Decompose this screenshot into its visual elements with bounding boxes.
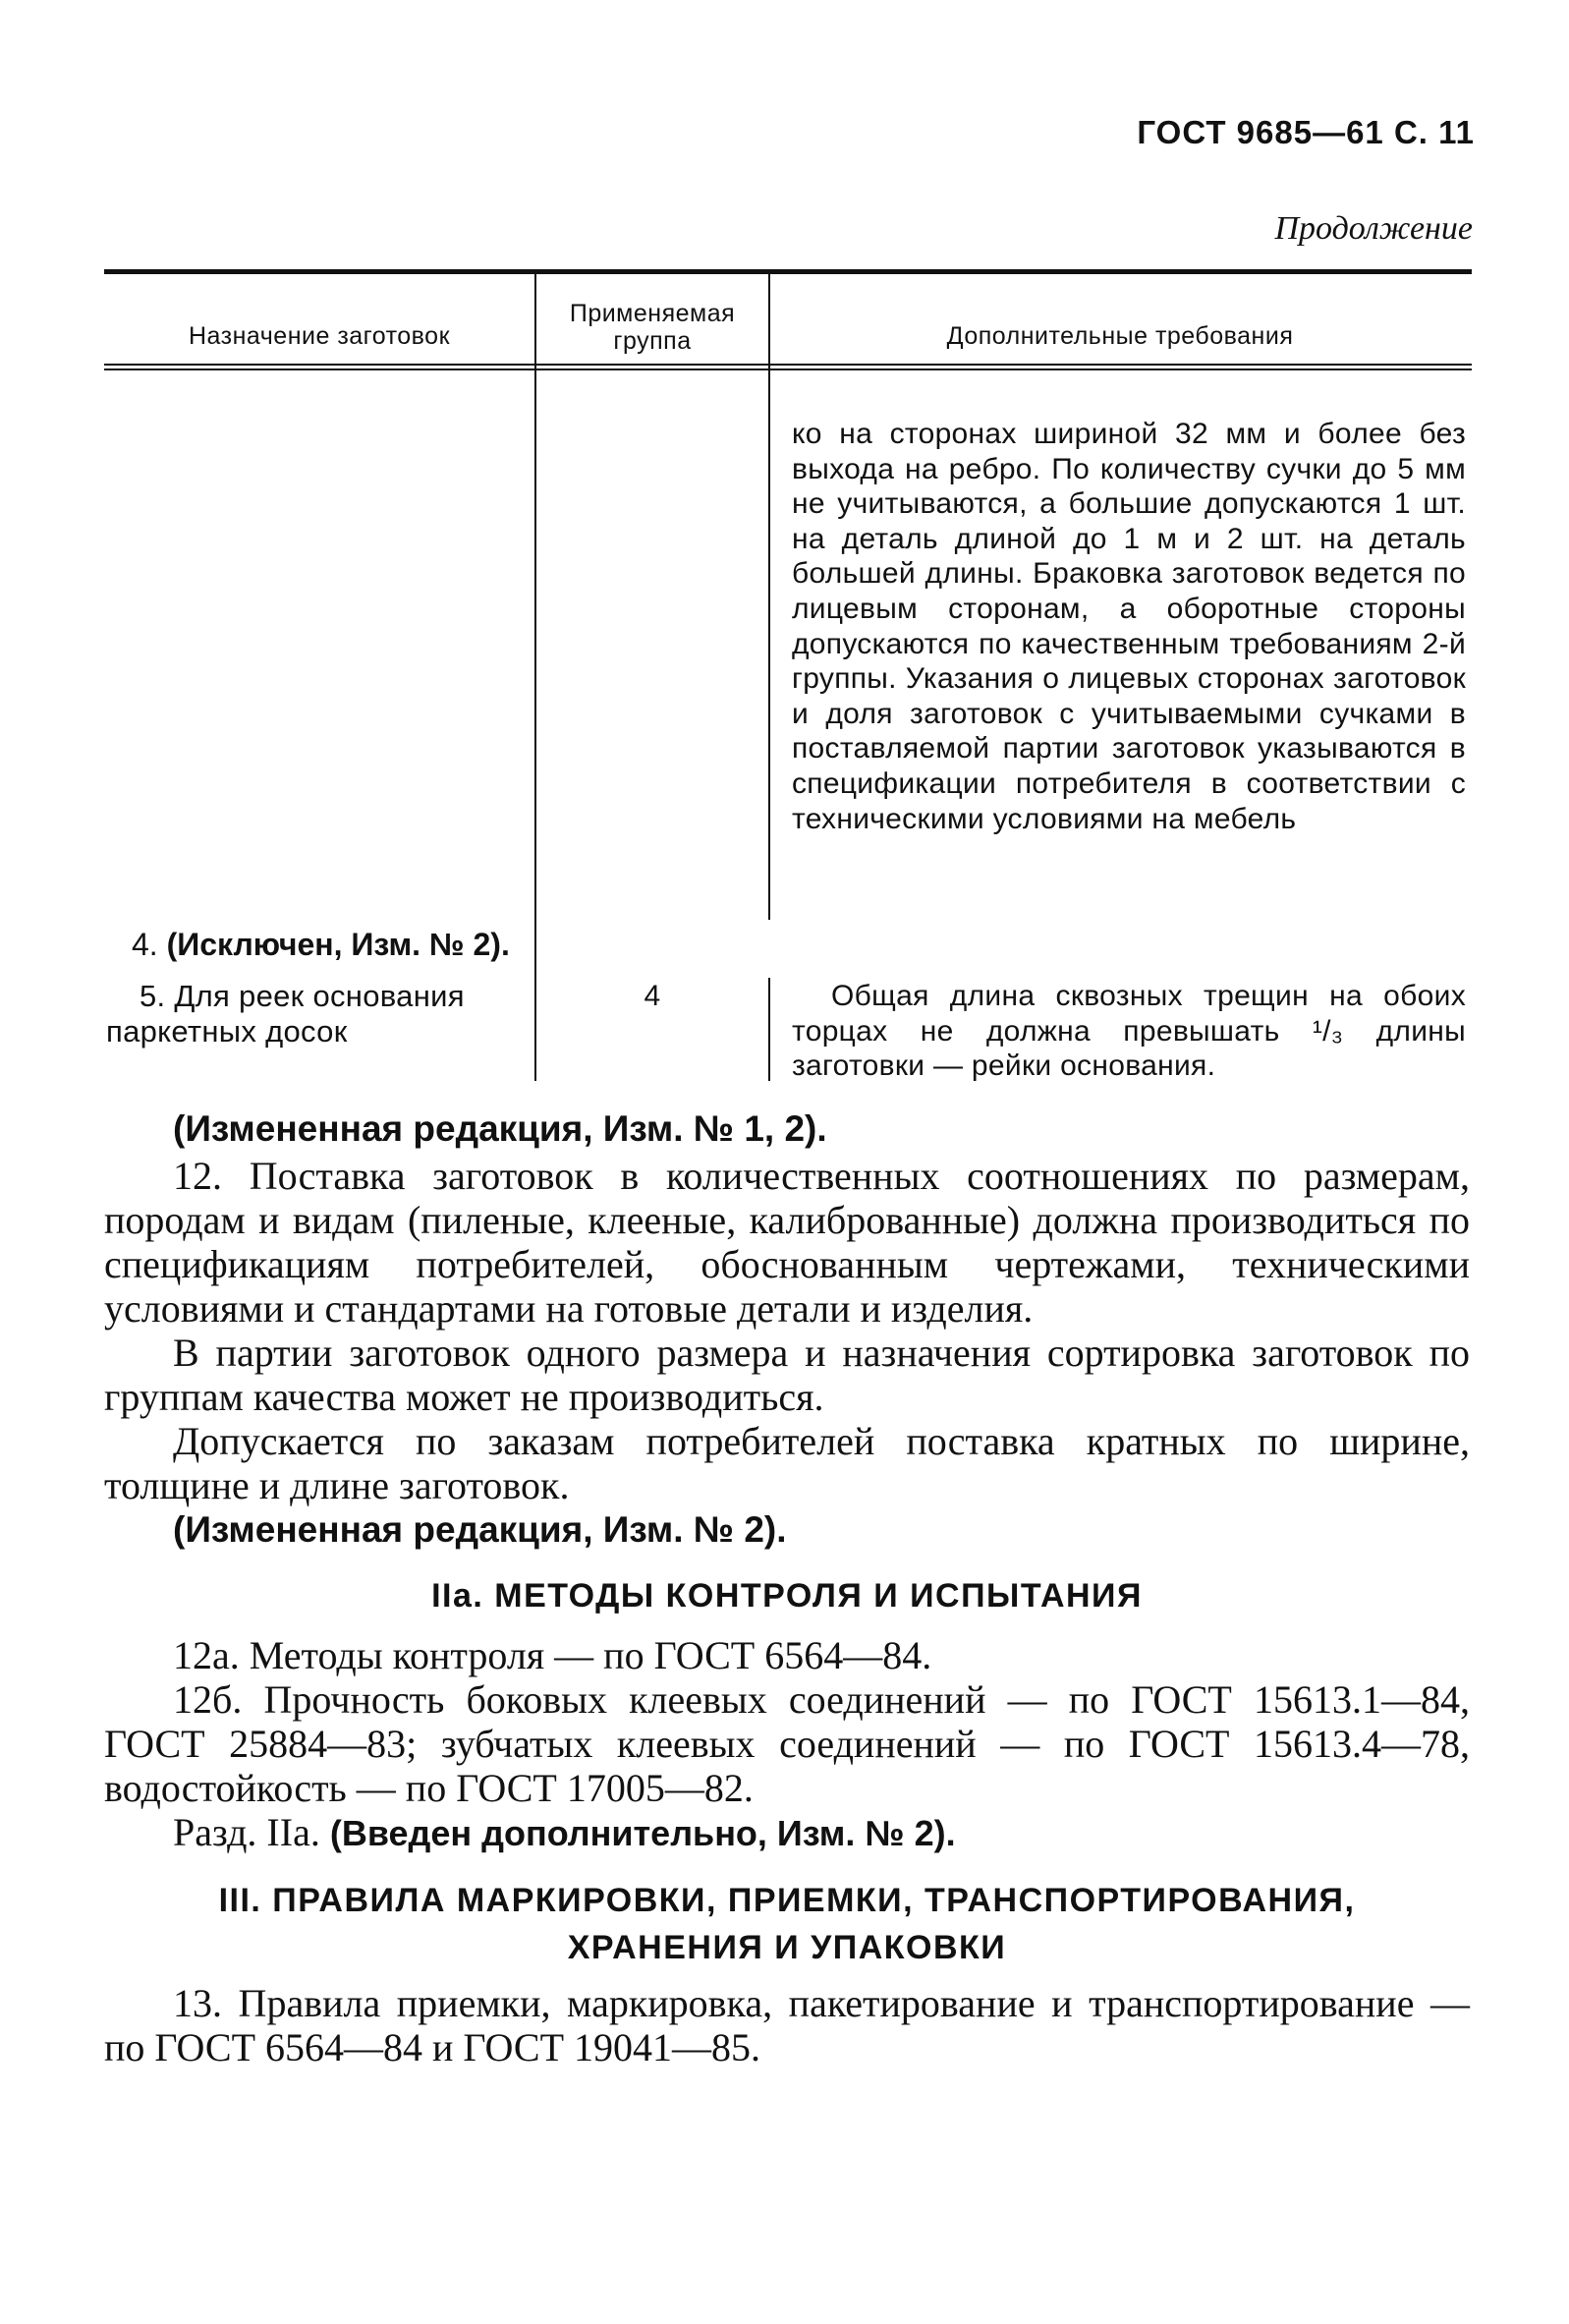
table-column-divider-2 — [768, 274, 770, 920]
paragraph-13: 13. Правила приемки, маркировка, пакетирование и транспортирование — по ГОСТ 6564—84 и ГОСТ 19041—85. — [104, 1981, 1470, 2069]
table-header-purpose: Назначение заготовок — [188, 322, 451, 350]
table-header-group-line2: группа — [613, 327, 692, 355]
change-note-2: (Измененная редакция, Изм. № 2). — [173, 1509, 787, 1550]
section-heading-3-line2: ХРАНЕНИЯ И УПАКОВКИ — [567, 1929, 1007, 1966]
change-note-1: (Измененная редакция, Изм. № 1, 2). — [173, 1108, 827, 1149]
paragraph-12-c: Допускается по заказам потребителей поставка кратных по ширине, толщине и длине заготовок. — [104, 1419, 1470, 1507]
paragraph-12-b: В партии заготовок одного размера и назначения сортировка заготовок по группам качества может не производиться. — [104, 1331, 1470, 1419]
table-cell-continuation: ко на сторонах шириной 32 мм и более без выхода на ребро. По количеству сучки до 5 мм не учитываются, а большие допускаются 1 шт. на деталь длиной до 1 м и 2 шт. на деталь большей длины. Браковка заготовок ведется по лицевым сторонам, а оборотные стороны допускаются по качественным требованиям 2-й группы. Указания о лицевых сторонах заготовок и доля заготовок с учитываемыми сучками в поставляемой партии заготовок указываются в спецификации потребителя в соответствии с техническими условиями на мебель — [792, 418, 1466, 835]
paragraph-razd-2a — [104, 1810, 1470, 1855]
section-heading-3-line1: III. ПРАВИЛА МАРКИРОВКИ, ПРИЕМКИ, ТРАНСПОРТИРОВАНИЯ, — [218, 1882, 1356, 1919]
table-header-group — [536, 300, 768, 355]
section-heading-2a: IIа. МЕТОДЫ КОНТРОЛЯ И ИСПЫТАНИЯ — [431, 1577, 1143, 1615]
table-header-rule — [104, 364, 1472, 370]
razd-note: (Введен дополнительно, Изм. № 2). — [329, 1813, 956, 1853]
table-row-5-requirements: Общая длина сквозных трещин на обоих торцах не должна превышать ¹/₃ длины заготовки — рейки основания. — [792, 980, 1466, 1083]
table-column-divider-1 — [534, 274, 536, 1081]
row-4-number: 4. — [132, 927, 167, 962]
document-reference: ГОСТ 9685—61 С. 11 — [1137, 114, 1475, 150]
table-column-divider-2-row5 — [768, 978, 770, 1081]
table-top-rule — [104, 269, 1472, 274]
table-row-5-group: 4 — [644, 980, 661, 1012]
paragraph-12a: 12а. Методы контроля — по ГОСТ 6564—84. — [173, 1633, 932, 1677]
row-4-note: (Исключен, Изм. № 2). — [166, 927, 510, 962]
paragraph-12b: 12б. Прочность боковых клеевых соединений — по ГОСТ 15613.1—84, ГОСТ 25884—83; зубчатых клеевых соединений — по ГОСТ 15613.4—78, водостойкость — по ГОСТ 17005—82. — [104, 1677, 1470, 1810]
table-row-4 — [132, 927, 510, 963]
body-content — [104, 1106, 1470, 2069]
table-header-group-line1: Применяемая — [569, 300, 736, 327]
continued-label: Продолжение — [1274, 210, 1473, 247]
paragraph-12: 12. Поставка заготовок в количественных соотношениях по размерам, породам и видам (пиленые, клееные, калиброванные) должна производиться по спецификациям потребителей, обоснованным чертежами, техническими условиями и стандартами на готовые детали и изделия. — [104, 1154, 1470, 1331]
razd-prefix: Разд. IIа. — [173, 1810, 330, 1854]
table-row-5-purpose: 5. Для реек основания паркетных досок — [106, 979, 465, 1049]
table-header-requirements: Дополнительные требования — [946, 322, 1294, 350]
